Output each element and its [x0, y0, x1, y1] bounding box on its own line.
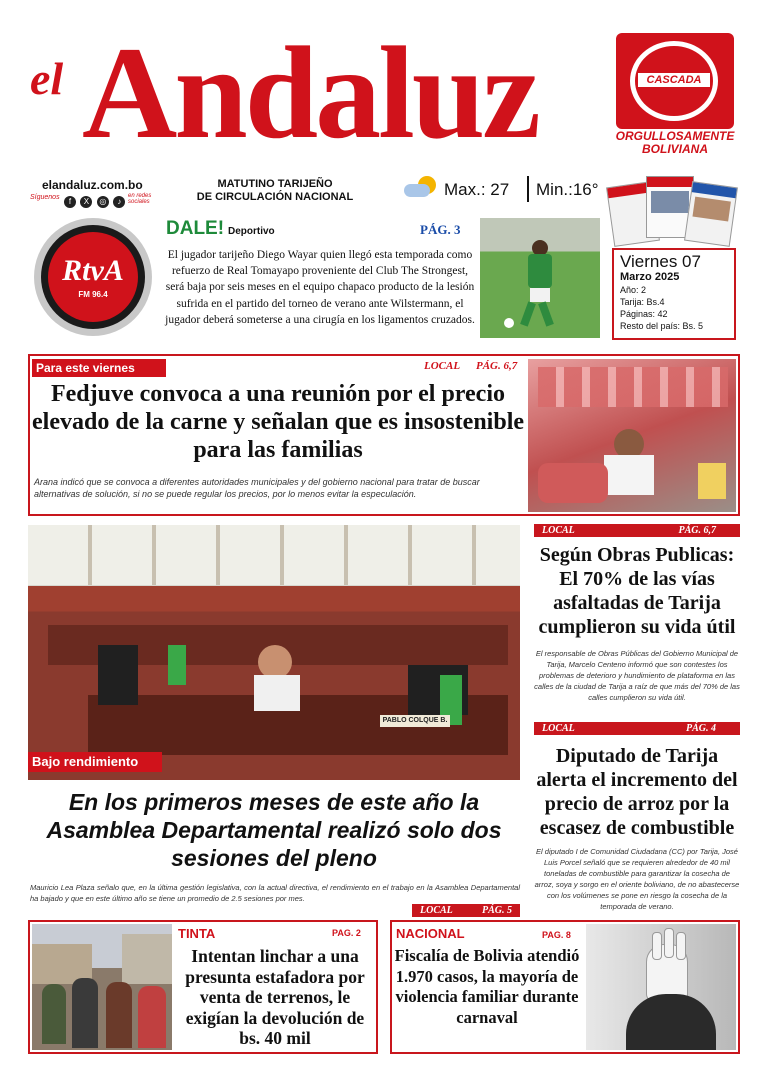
tinta-section: TINTA [178, 926, 216, 941]
sponsor-logo [616, 33, 734, 129]
rice-body: El diputado I de Comunidad Ciudadana (CC) por Tarija, José Luis Porcel señaló que se requieren alrededor de 40 mil toneladas de combustible para garantizar la cosecha de arroz, soya y sorgo en el oriente boliviano, de no abastecerse con los volúmenes se pone en riesgo la cosecha de la temporada de verano. [534, 847, 740, 911]
tinta-page: PAG. 2 [332, 928, 361, 938]
sponsor-slogan-1: ORGULLOSAMENTE [615, 129, 735, 143]
nameplate: PABLO COLQUE B. [380, 715, 450, 727]
roads-page: PÁG. 6,7 [678, 525, 716, 536]
assembly-page: PÁG. 5 [482, 905, 512, 916]
rice-section-bar [534, 722, 740, 735]
rice-headline[interactable]: Diputado de Tarija alerta el incremento del precio de arroz por la escasez de combustible [536, 745, 738, 839]
tiktok-icon[interactable]: ♪ [113, 196, 125, 208]
lead-kicker: Para este viernes [32, 359, 166, 377]
instagram-icon[interactable]: ◎ [97, 196, 109, 208]
rice-section: LOCAL [542, 723, 575, 734]
assembly-section: LOCAL [420, 905, 453, 916]
meat-stall-photo[interactable] [528, 359, 736, 512]
sun-cloud-icon [404, 176, 438, 198]
tagline-1: MATUTINO TARIJEÑO [217, 178, 333, 190]
radio-frequency: FM 96.4 [78, 290, 108, 299]
masthead-el: el [30, 53, 64, 104]
sponsor-slogan-2: BOLIVIANA [642, 142, 708, 156]
radio-logo[interactable] [34, 218, 152, 336]
tinta-headline: Intentan linchar a una presunta estafadora por venta de terrenos, le exigían la devolución de bs. 40 mil [185, 946, 365, 1048]
weather-max: Max.: 27 [444, 180, 510, 199]
lead-page: PÁG. 6,7 [476, 360, 518, 372]
sponsor-brand: CASCADA [638, 73, 710, 87]
weather-divider [527, 176, 529, 202]
lead-headline: Fedjuve convoca a una reunión por el precio elevado de la carne y señalan que es insostenible para las familias [32, 381, 525, 463]
roads-section: LOCAL [542, 525, 575, 536]
tinta-photo[interactable] [32, 924, 172, 1050]
masthead-title: Andaluz [82, 19, 538, 166]
site-url[interactable]: elandaluz.com.bo [42, 178, 143, 192]
past-editions-image[interactable] [610, 172, 736, 244]
nacional-photo[interactable] [586, 924, 736, 1050]
roads-body: El responsable de Obras Públicas del Gobierno Municipal de Tarija, Marcelo Centeno informó que son contestes los problemas de deterioro y hundimiento de plataforma en las calles de la ciudad de Tarija a raíz de que más del 70% de las calles cumplieron su vida útil. [534, 649, 740, 702]
social-icons [64, 191, 125, 209]
edition-box [612, 248, 736, 340]
roads-section-bar [534, 524, 740, 537]
nacional-page: PAG. 8 [542, 930, 571, 940]
assembly-caption: Bajo rendimiento [28, 752, 162, 772]
edition-date: Marzo 2025 [620, 271, 680, 283]
sport-kicker: DALE! [166, 218, 225, 239]
edition-year: Año: 2 [620, 285, 647, 295]
sport-section: Deportivo [228, 226, 275, 237]
edition-pages: Páginas: 42 [620, 309, 668, 319]
edition-price-country: Resto del país: Bs. 5 [620, 321, 704, 331]
sport-page: PÁG. 3 [420, 222, 461, 237]
assembly-section-bar [412, 904, 520, 917]
radio-name: RtvA [62, 254, 124, 287]
facebook-icon[interactable]: f [64, 196, 76, 208]
nacional-headline: Fiscalía de Bolivia atendió 1.970 casos, la mayoría de violencia familiar durante carnaval [394, 946, 580, 1027]
assembly-headline: En los primeros meses de este año la Asamblea Departamental realizó solo dos sesiones del pleno [46, 789, 502, 871]
sport-text[interactable]: El jugador tarijeño Diego Wayar quien llegó esta temporada como refuerzo de Real Tomayapo proveniente del Club The Strongest, será baja por seis meses en el equipo chapaco producto de la lesión sufrida en el partido del torneo de verano ante Wilstermann, el jugador deberá someterse a una cirugía en los ligamentos cruzados. [165, 249, 475, 326]
rice-page: PÁG. 4 [686, 723, 716, 734]
follow-label: Síguenos [30, 194, 60, 201]
tagline-2: DE CIRCULACIÓN NACIONAL [196, 191, 354, 203]
assembly-body: Mauricio Lea Plaza señalo que, en la última gestión legislativa, con la actual directiva, el rendimiento en el trabajo en la Asamblea Departamental ha bajado y que en este último año se tiene un promedio de 2.5 sesiones por mes. [30, 883, 520, 903]
edition-price-tarija: Tarija: Bs.4 [620, 297, 665, 307]
lead-body: Arana indicó que se convoca a diferentes autoridades municipales y del gobierno nacional para tratar de buscar alternativas de solución, si no se puede regular los precios, por lo menos evitar la especulación. [34, 477, 480, 499]
sport-photo[interactable] [480, 218, 600, 338]
social-label: en redes sociales [128, 193, 152, 205]
assembly-photo[interactable] [28, 525, 520, 780]
x-icon[interactable]: X [80, 196, 92, 208]
nacional-section: NACIONAL [396, 926, 465, 941]
roads-headline[interactable]: Según Obras Publicas: El 70% de las vías asfaltadas de Tarija cumplieron su vida útil [538, 544, 736, 638]
lead-section: LOCAL [424, 360, 461, 372]
weather-min: Min.:16° [536, 180, 599, 199]
edition-weekday: Viernes 07 [620, 252, 701, 271]
